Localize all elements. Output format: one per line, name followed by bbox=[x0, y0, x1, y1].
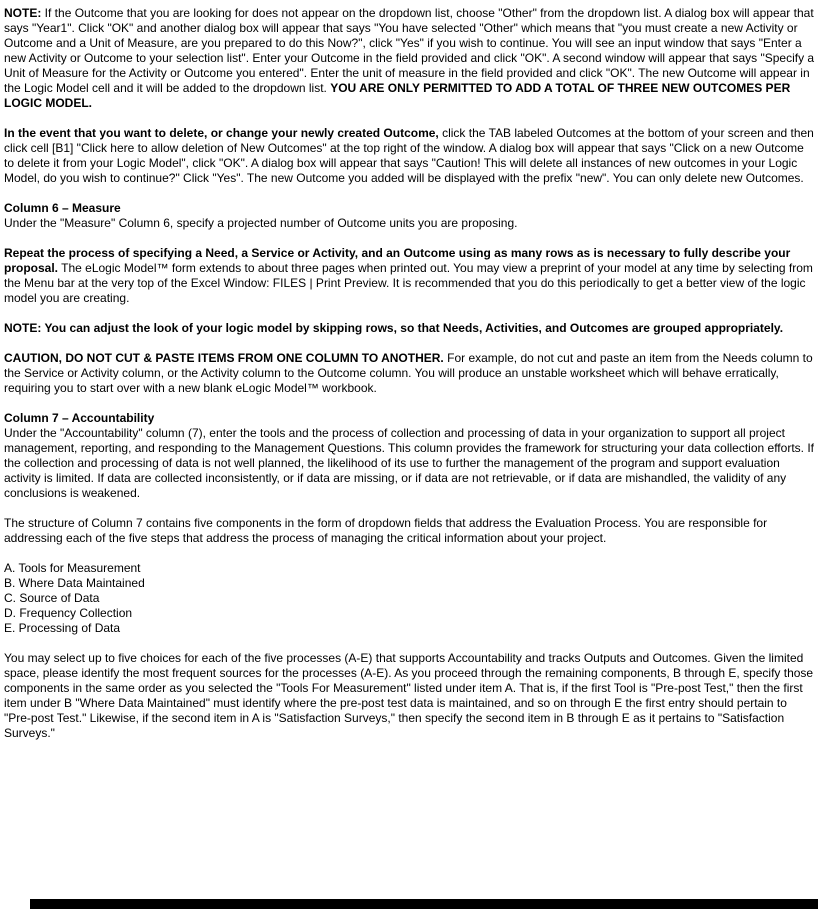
text-run: D. Frequency Collection bbox=[4, 606, 133, 620]
note-add-outcome-paragraph bbox=[4, 6, 815, 111]
list-item-e bbox=[4, 621, 815, 636]
bold-text-run: Repeat the process of specifying a Need, a Service or Activity, and an Outcome using as many rows as is necessary to fully describe your proposal. bbox=[4, 246, 791, 275]
bold-text-run: In the event that you want to delete, or change your newly created Outcome, bbox=[4, 126, 439, 140]
text-run: If the Outcome that you are looking for does not appear on the dropdown list, choose "Other" from the dropdown list. A dialog box will appear that says "Year1". Click "OK" and another dialog box will appear that says "You have selected "Other" which means that "you must create a new Activity or Outcome and a Unit of Measure, are you prepared to do this Now?", click "Yes" if you wish to continue. You will see an input window that says "Enter a new Activity or Outcome to your selection list". Enter your Outcome in the field provided and click "OK". A second window will appear that says "Specify a Unit of Measure for the Activity or Outcome you entered". Enter the unit of measure in the field provided and click "OK". The new Outcome will appear in the Logic Model cell and it will be added to the dropdown list. bbox=[4, 6, 815, 95]
text-run: Under the "Accountability" column (7), enter the tools and the process of collection and processing of data in your organization to support all project management, reporting, and responding to the Management Questions. This column provides the framework for structuring your data collection efforts. If the collection and processing of data is not well planned, the likelihood of its use to further the management of the program and support evaluation activity is limited. If data are collected inconsistently, or if data are missing, or if data are not retrievable, or if data are mishandled, the validity of any conclusions is weakened. bbox=[4, 426, 814, 500]
text-run: The structure of Column 7 contains five components in the form of dropdown fields that address the Evaluation Process. You are responsible for addressing each of the five steps that address the process of managing the critical information about your project. bbox=[4, 516, 768, 545]
list-item-b bbox=[4, 576, 815, 591]
delete-outcome-paragraph bbox=[4, 126, 815, 186]
bold-text-run: NOTE: bbox=[4, 6, 42, 20]
note-skip-rows-paragraph bbox=[4, 321, 815, 336]
column-7-heading bbox=[4, 411, 815, 426]
text-run: E. Processing of Data bbox=[4, 621, 121, 635]
column-7-structure-paragraph bbox=[4, 516, 815, 546]
text-run: Under the "Measure" Column 6, specify a projected number of Outcome units you are proposing. bbox=[4, 216, 518, 230]
bold-text-run: CAUTION, DO NOT CUT & PASTE ITEMS FROM ONE COLUMN TO ANOTHER. bbox=[4, 351, 444, 365]
bold-text-run: NOTE: You can adjust the look of your logic model by skipping rows, so that Needs, Activities, and Outcomes are grouped appropriately. bbox=[4, 321, 784, 335]
column-6-heading bbox=[4, 201, 815, 216]
bold-text-run: Column 7 – Accountability bbox=[4, 411, 155, 425]
repeat-process-paragraph bbox=[4, 246, 815, 306]
bottom-dark-bar bbox=[30, 899, 818, 909]
caution-paragraph bbox=[4, 351, 815, 396]
text-run: A. Tools for Measurement bbox=[4, 561, 141, 575]
bold-text-run: Column 6 – Measure bbox=[4, 201, 121, 215]
text-run: For example, do not cut and paste an item from the Needs column to the Service or Activity column, or the Activity column to the Outcome column. You will produce an unstable worksheet which will behave erratically, requiring you to start over with a new blank eLogic Model™ workbook. bbox=[4, 351, 813, 395]
column-7-body bbox=[4, 426, 815, 501]
list-item-d bbox=[4, 606, 815, 621]
text-run: The eLogic Model™ form extends to about three pages when printed out. You may view a preprint of your model at any time by selecting from the Menu bar at the very top of the Excel Window: FILES | Print Preview. It is recommended that you do this periodically to get a better view of the logic model you are creating. bbox=[4, 261, 813, 305]
five-choices-paragraph bbox=[4, 651, 815, 741]
list-item-a bbox=[4, 561, 815, 576]
text-run: C. Source of Data bbox=[4, 591, 100, 605]
bold-text-run: YOU ARE ONLY PERMITTED TO ADD A TOTAL OF THREE NEW OUTCOMES PER LOGIC MODEL. bbox=[4, 81, 791, 110]
text-run: B. Where Data Maintained bbox=[4, 576, 145, 590]
text-run: click the TAB labeled Outcomes at the bottom of your screen and then click cell [B1] "Click here to allow deletion of New Outcomes" at the top right of the window. A dialog box will appear that says "Click on a new Outcome to delete it from your Logic Model", click "OK". A dialog box will appear that says "Caution! This will delete all instances of new outcomes in your Logic Model, do you wish to continue?" Click "Yes". The new Outcome you added will be displayed with the prefix "new". You can only delete new Outcomes. bbox=[4, 126, 814, 185]
list-item-c bbox=[4, 591, 815, 606]
column-6-body bbox=[4, 216, 815, 231]
text-run: You may select up to five choices for each of the five processes (A-E) that supports Accountability and tracks Outputs and Outcomes. Given the limited space, please identify the most frequent sources for the processes (A-E). As you proceed through the remaining components, B through E, specify those components in the same order as you selected the "Tools For Measurement" listed under item A. That is, if the first Tool is "Pre-post Test," then the first item under B "Where Data Maintained" must identify where the pre-post test data is maintained, and so on through E the first entry should pertain to "Pre-post Test." Likewise, if the second item in A is "Satisfaction Surveys," then specify the second item in B through E as it pertains to "Satisfaction Surveys." bbox=[4, 651, 814, 740]
